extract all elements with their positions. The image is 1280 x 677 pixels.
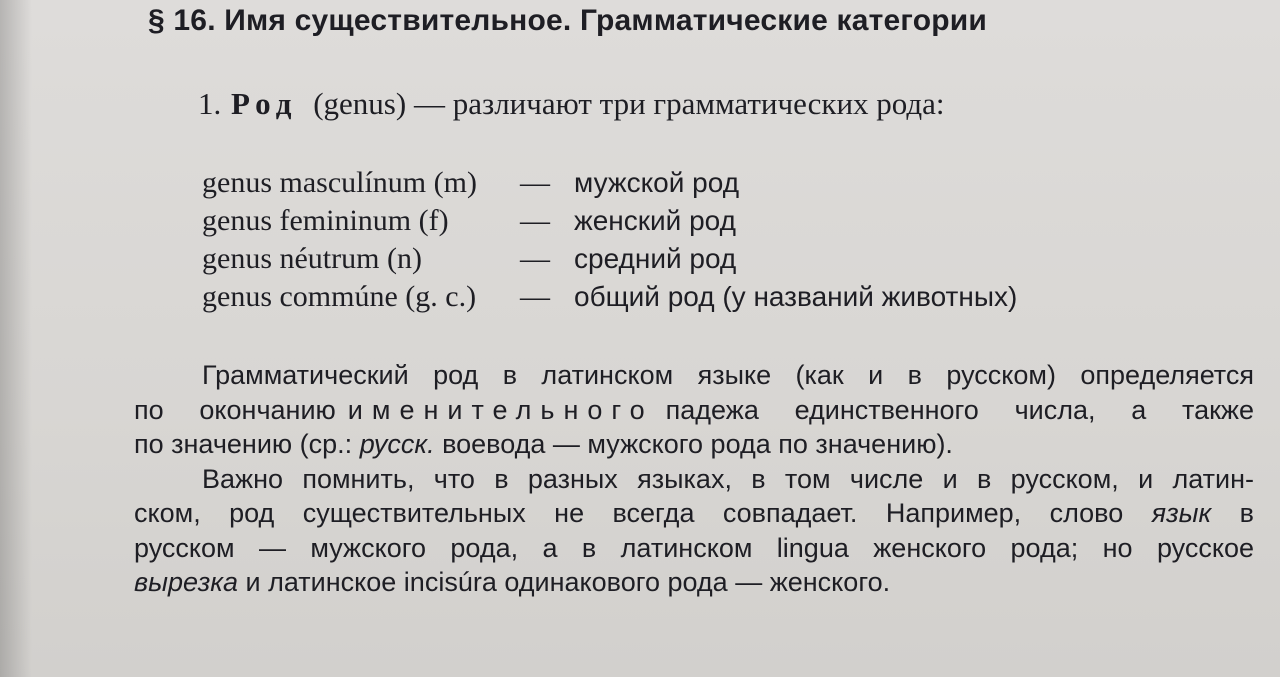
subsection-heading [198,85,945,123]
paragraph2-line2-start: ском, род существительных не всегда совпадает. Например, слово [134,498,1124,528]
paragraph2-italic-word: язык [1151,498,1212,528]
gender-russian: общий род (у названий животных) [574,281,1018,312]
section-title: § 16. Имя существительное. Грамматические категории [148,4,988,37]
subsection-term: Род [231,86,298,121]
gender-dash: — [520,204,550,237]
gender-russian: мужской род [574,167,740,198]
paragraph1-spaced-word: именительного [347,394,654,425]
paragraph2-line4-end: и латинское incisúra одинакового рода — женского. [245,567,891,597]
paragraph1-line3-start: по значению (ср.: [134,429,353,459]
gender-dash: — [520,242,550,275]
paragraph2-line4 [134,565,1254,600]
paragraph2-line2 [134,496,1254,531]
paragraph2-line3: русском — мужского рода, а в латинском lingua женского рода; но русское [134,532,1254,563]
gender-row-neuter [202,240,1102,278]
gender-russian: средний род [574,243,737,274]
gender-list [202,164,1102,316]
gender-row-feminine [202,202,1102,240]
page-edge-shadow [0,0,32,677]
gender-latin: genus masculínum (m) [202,166,477,199]
paragraph2-italic-start: вырезка [134,567,239,597]
paragraph1-line1: Грамматический род в латинском языке (как и в русском) определяется [202,360,1254,390]
gender-dash: — [520,166,550,199]
paragraph1-line2 [134,393,1254,428]
gender-russian: женский род [574,205,736,236]
subsection-number: 1. [198,86,222,121]
gender-dash: — [520,280,550,313]
gender-latin: genus commúne (g. c.) [202,280,477,313]
paragraph2-line1: Важно помнить, что в разных языках, в том числе и в русском, и латин- [202,463,1254,494]
gender-row-masculine [202,164,1102,202]
subsection-text: — различают три грамматических рода: [413,86,945,121]
paragraph1-line3 [134,427,1254,462]
body-text [134,358,1254,600]
paragraph1-line2-end: падежа единственного числа, а также [665,394,1255,425]
subsection-latin: (genus) [313,86,407,121]
gender-latin: genus néutrum (n) [202,242,422,275]
gender-row-common [202,278,1102,316]
paragraph1-line2-start: по окончанию [134,394,336,425]
paragraph1-italic: русск. [359,429,435,459]
paragraph2-line2-end: в [1239,498,1254,528]
paragraph1-line3-end: воевода — мужского рода по значению). [442,429,953,459]
gender-latin: genus femininum (f) [202,204,449,237]
